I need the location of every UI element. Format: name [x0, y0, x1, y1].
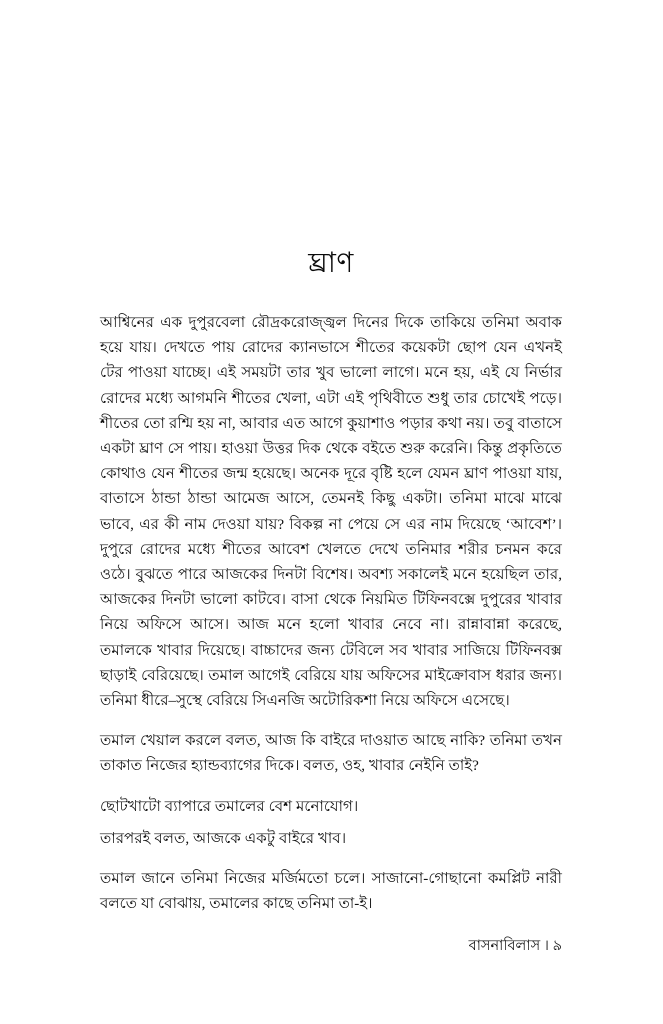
body-paragraph: আশ্বিনের এক দুপুরবেলা রৌদ্রকরোজ্জ্বল দিনের দিকে তাকিয়ে তনিমা অবাক হয়ে যায়। দেখতে পায় রোদের ক্যানভাসে শীতের কয়েকটা ছোপ যেন এখনই টের পাওয়া যাচ্ছে। এই সময়টা তার খুব ভালো লাগে। মনে হয়, এই যে নির্ভার রোদের মধ্যে আগমনি শীতের খেলা, এটা এই পৃথিবীতে শুধু তার চোখেই পড়ে। শীতের তো রশ্মি হয় না, আবার এত আগে কুয়াশাও পড়ার কথা নয়। তবু বাতাসে একটা ঘ্রাণ সে পায়। হাওয়া উত্তর দিক থেকে বইতে শুরু করেনি। কিন্তু প্রকৃতিতে কোথাও যেন শীতের জন্ম হয়েছে। অনেক দূরে বৃষ্টি হলে যেমন ঘ্রাণ পাওয়া যায়, বাতাসে ঠান্ডা ঠান্ডা আমেজ আসে, তেমনই কিছু একটা। তনিমা মাঝে মাঝে ভাবে, এর কী নাম দেওয়া যায়? বিকল্প না পেয়ে সে এর নাম দিয়েছে ‘আবেশ’। দুপুরে রোদের মধ্যে শীতের আবেশ খেলতে দেখে তনিমার শরীর চনমন করে ওঠে। বুঝতে পারে আজকের দিনটা বিশেষ। অবশ্য সকালেই মনে হয়েছিল তার, আজকের দিনটা ভালো কাটবে। বাসা থেকে নিয়মিত টিফিনবক্সে দুপুরের খাবার নিয়ে অফিসে আসে। আজ মনে হলো খাবার নেবে না। রান্নাবান্না করেছে, তমালকে খাবার দিয়েছে। বাচ্চাদের জন্য টেবিলে সব খাবার সাজিয়ে টিফিনবক্স ছাড়াই বেরিয়েছে। তমাল আগেই বেরিয়ে যায় অফিসের মাইক্রোবাস ধরার জন্য। তনিমা ধীরে–সুস্থে বেরিয়ে সিএনজি অটোরিকশা নিয়ে অফিসে এসেছে।	[100, 315, 562, 710]
page-text-column	[100, 246, 562, 917]
body-paragraph: তমাল জানে তনিমা নিজের মর্জিমতো চলে। সাজানো-গোছানো কমপ্লিট নারী বলতে যা বোঝায়, তমালের কাছে তনিমা তা-ই।	[100, 871, 562, 913]
body-paragraph: তমাল খেয়াল করলে বলত, আজ কি বাইরে দাওয়াত আছে নাকি? তনিমা তখন তাকাত নিজের হ্যান্ডব্যাগের দিকে। বলত, ওহ, খাবার নেইনি তাই?	[100, 733, 562, 775]
footer-book-title-and-page-number: বাসনাবিলাস । ৯	[468, 938, 562, 954]
body-paragraph: ছোটখাটো ব্যাপারে তমালের বেশ মনোযোগ।	[100, 798, 359, 815]
chapter-title: ঘ্রাণ	[308, 248, 354, 279]
body-paragraph: তারপরই বলত, আজকে একটু বাইরে খাব।	[100, 830, 347, 847]
page-footer	[100, 936, 562, 956]
